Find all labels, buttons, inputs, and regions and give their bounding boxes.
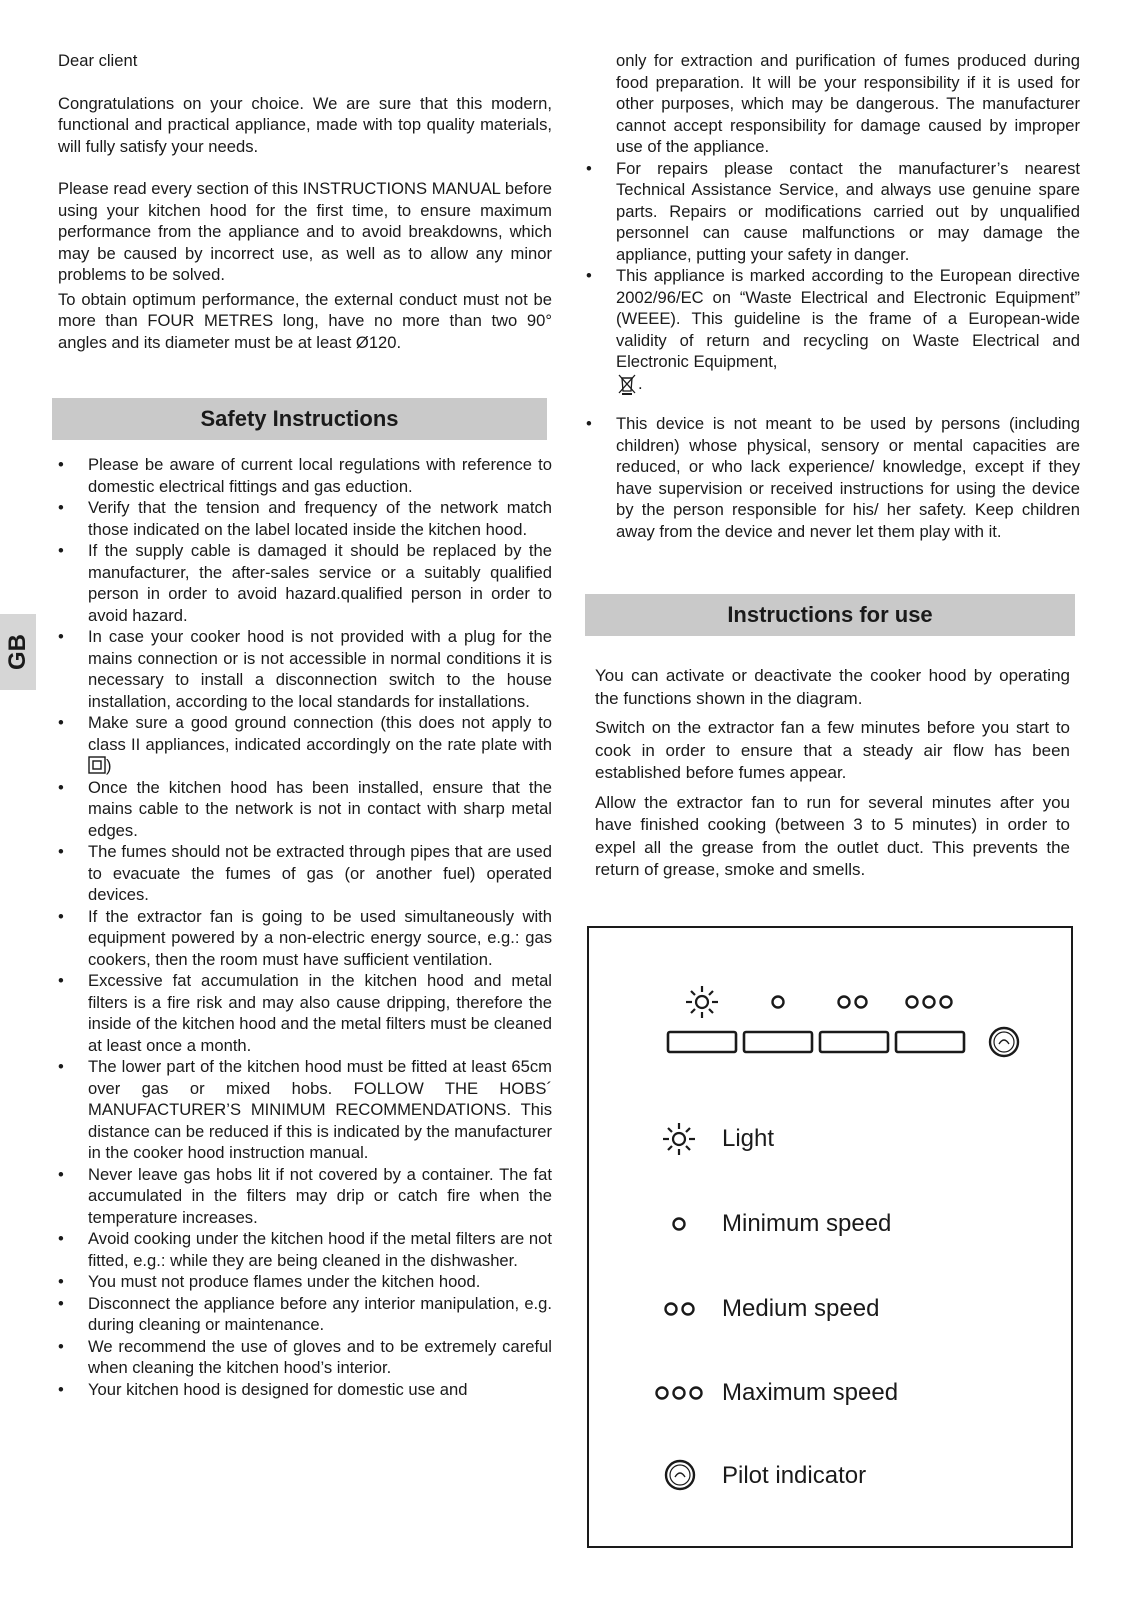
bullet: • xyxy=(586,414,592,434)
list-item: • Please be aware of current local regulations with reference to domestic electrical fittings and gas eduction. xyxy=(58,455,552,496)
bullet: • xyxy=(58,1379,64,1399)
safety-list-continued xyxy=(586,50,1080,542)
list-item: • Verify that the tension and frequency of the network match those indicated on the label located inside the kitchen hood. xyxy=(58,498,552,539)
list-item: • Your kitchen hood is designed for domestic use and xyxy=(58,1379,468,1399)
maximum-speed-icon xyxy=(907,997,952,1008)
use-paragraph-2: Switch on the extractor fan a few minutes before you start to cook in order to ensure that a steady air flow has been established before fumes appear. xyxy=(595,718,1070,782)
bullet: • xyxy=(58,1272,64,1291)
bullet: • xyxy=(58,498,64,517)
bullet: • xyxy=(58,971,64,990)
list-item: • If the extractor fan is going to be used simultaneously with equipment powered by a non-electric energy source, e.g.: gas cookers, then the room must have sufficient ventilation. xyxy=(58,906,552,969)
use-section xyxy=(595,665,1070,889)
legend-medium-speed-icon xyxy=(666,1304,694,1315)
bullet: • xyxy=(58,1229,64,1248)
legend-light-label: Light xyxy=(722,1125,775,1152)
use-paragraph-1: You can activate or deactivate the cooker hood by operating the functions shown in the diagram. xyxy=(595,666,1070,708)
list-item: • Never leave gas hobs lit if not covered by a container. The fat accumulated in the filters may drip or catch fire when the temperature increases. xyxy=(58,1164,552,1227)
language-tab-label: GB xyxy=(4,634,31,670)
legend-minimum-speed-icon xyxy=(674,1219,685,1230)
light-button[interactable] xyxy=(668,1032,736,1052)
list-item: • Disconnect the appliance before any interior manipulation, e.g. during cleaning or maintenance. xyxy=(58,1293,552,1334)
use-heading: Instructions for use xyxy=(585,594,1075,636)
list-item: • This appliance is marked according to the European directive 2002/96/EC on “Waste Electrical and Electronic Equipment” (WEEE). This guideline is the frame of a European-wide validity of return and recycling on Waste Electrical and Electronic Equipment, . xyxy=(586,265,1080,395)
language-tab xyxy=(0,614,36,690)
intro-paragraph-1: Congratulations on your choice. We are sure that this modern, functional and practical appliance, made with top quality materials, will fully satisfy your needs. xyxy=(58,93,552,156)
bullet: • xyxy=(58,1057,64,1076)
list-item-continued: only for extraction and purification of fumes produced during food preparation. It will be your responsibility if it is used for other purposes, which may be dangerous. The manufacturer cannot accept responsibility for damage caused by improper use of the appliance. xyxy=(616,51,1080,156)
list-item: • If the supply cable is damaged it should be replaced by the manufacturer, the after-sales service or a suitably qualified person in order to avoid hazard.qualified person in order to avoid hazard. xyxy=(58,541,552,625)
bullet: • xyxy=(58,842,64,861)
list-item: • The fumes should not be extracted through pipes that are used to evacuate the fumes of gas (or another fuel) operated devices. xyxy=(58,842,552,904)
legend-pilot-indicator-label: Pilot indicator xyxy=(722,1462,867,1489)
legend-maximum-speed-label: Maximum speed xyxy=(722,1379,899,1406)
bullet: • xyxy=(58,627,64,646)
use-paragraph-3: Allow the extractor fan to run for several minutes after you have finished cooking (between 3 to 5 minutes) in order to expel all the grease from the outlet duct. This prevents the return of grease, smoke and smells. xyxy=(595,792,1070,879)
intro-paragraph-2: Please read every section of this INSTRUCTIONS MANUAL before using your kitchen hood for the first time, to ensure maximum performance from the appliance and to avoid breakdowns, which may be caused by incorrect use, as well as to allow any minor problems to be solved. xyxy=(58,179,552,284)
legend-pilot-indicator-icon xyxy=(666,1461,694,1489)
list-item: • You must not produce flames under the kitchen hood. xyxy=(58,1272,481,1291)
bullet: • xyxy=(58,906,64,926)
minimum-speed-button[interactable] xyxy=(744,1032,812,1052)
bullet: • xyxy=(58,1164,64,1184)
bullet: • xyxy=(58,713,64,732)
list-item: • Avoid cooking under the kitchen hood if the metal filters are not fitted, e.g.: while they are being cleaned in the dishwasher. xyxy=(58,1229,552,1270)
safety-list xyxy=(58,454,552,1400)
minimum-speed-icon xyxy=(773,997,784,1008)
medium-speed-button[interactable] xyxy=(820,1032,888,1052)
list-item: • Once the kitchen hood has been installed, ensure that the mains cable to the network is not in contact with sharp metal edges. xyxy=(58,777,552,840)
legend-maximum-speed-icon xyxy=(657,1388,702,1399)
greeting: Dear client xyxy=(58,51,138,70)
list-item: • In case your cooker hood is not provided with a plug for the mains connection or is not accessible in normal conditions it is necessary to install a disconnection switch to the house installation, according to the local standards for installations. xyxy=(58,627,552,711)
weee-bin-icon xyxy=(616,373,638,395)
list-item: • This device is not meant to be used by persons (including children) whose physical, sensory or mental capacities are reduced, or who lack experience/ knowledge, except if they have supervision or received instructions for using the device by the person responsible for his/ her safety. Keep children away from the device and never let them play with it. xyxy=(586,414,1080,541)
maximum-speed-button[interactable] xyxy=(896,1032,964,1052)
bullet: • xyxy=(58,777,64,797)
legend-medium-speed-label: Medium speed xyxy=(722,1295,880,1322)
list-item: • Make sure a good ground connection (this does not apply to class II appliances, indicated accordingly on the rate plate with ) xyxy=(58,713,552,775)
bullet: • xyxy=(58,1336,64,1356)
pilot-indicator-light xyxy=(990,1028,1018,1056)
safety-heading: Safety Instructions xyxy=(52,398,547,440)
bullet: • xyxy=(586,158,592,178)
bullet: • xyxy=(586,266,592,285)
legend-light-icon xyxy=(663,1123,695,1155)
class-ii-icon xyxy=(88,756,106,774)
intro-section xyxy=(58,50,552,374)
bullet: • xyxy=(58,455,64,474)
bullet: • xyxy=(58,541,64,560)
list-item: • We recommend the use of gloves and to be extremely careful when cleaning the kitchen hood’s interior. xyxy=(58,1336,552,1377)
list-item: • Excessive fat accumulation in the kitchen hood and metal filters is a fire risk and may also cause dripping, therefore the inside of the kitchen hood and the metal filters must be cleaned at least once a month. xyxy=(58,971,552,1055)
legend-minimum-speed-label: Minimum speed xyxy=(722,1210,892,1237)
list-item: • The lower part of the kitchen hood must be fitted at least 65cm over gas or mixed hobs. FOLLOW THE HOBS´ MANUFACTURER’S MINIMUM RECOMMENDATIONS. This distance can be reduced if this is indicated by the manufacturer in the cooker hood instruction manual. xyxy=(58,1057,552,1162)
intro-paragraph-3: To obtain optimum performance, the external conduct must not be more than FOUR METRES long, have no more than two 90° angles and its diameter must be at least Ø120. xyxy=(58,289,552,352)
bullet: • xyxy=(58,1293,64,1313)
control-panel-diagram xyxy=(587,926,1073,1548)
medium-speed-icon xyxy=(839,997,867,1008)
light-icon xyxy=(686,986,718,1018)
list-item: • For repairs please contact the manufacturer’s nearest Technical Assistance Service, and always use genuine spare parts. Repairs or modifications carried out by unqualified personnel can cause malfunctions or may damage the appliance, putting your safety in danger. xyxy=(586,158,1080,264)
